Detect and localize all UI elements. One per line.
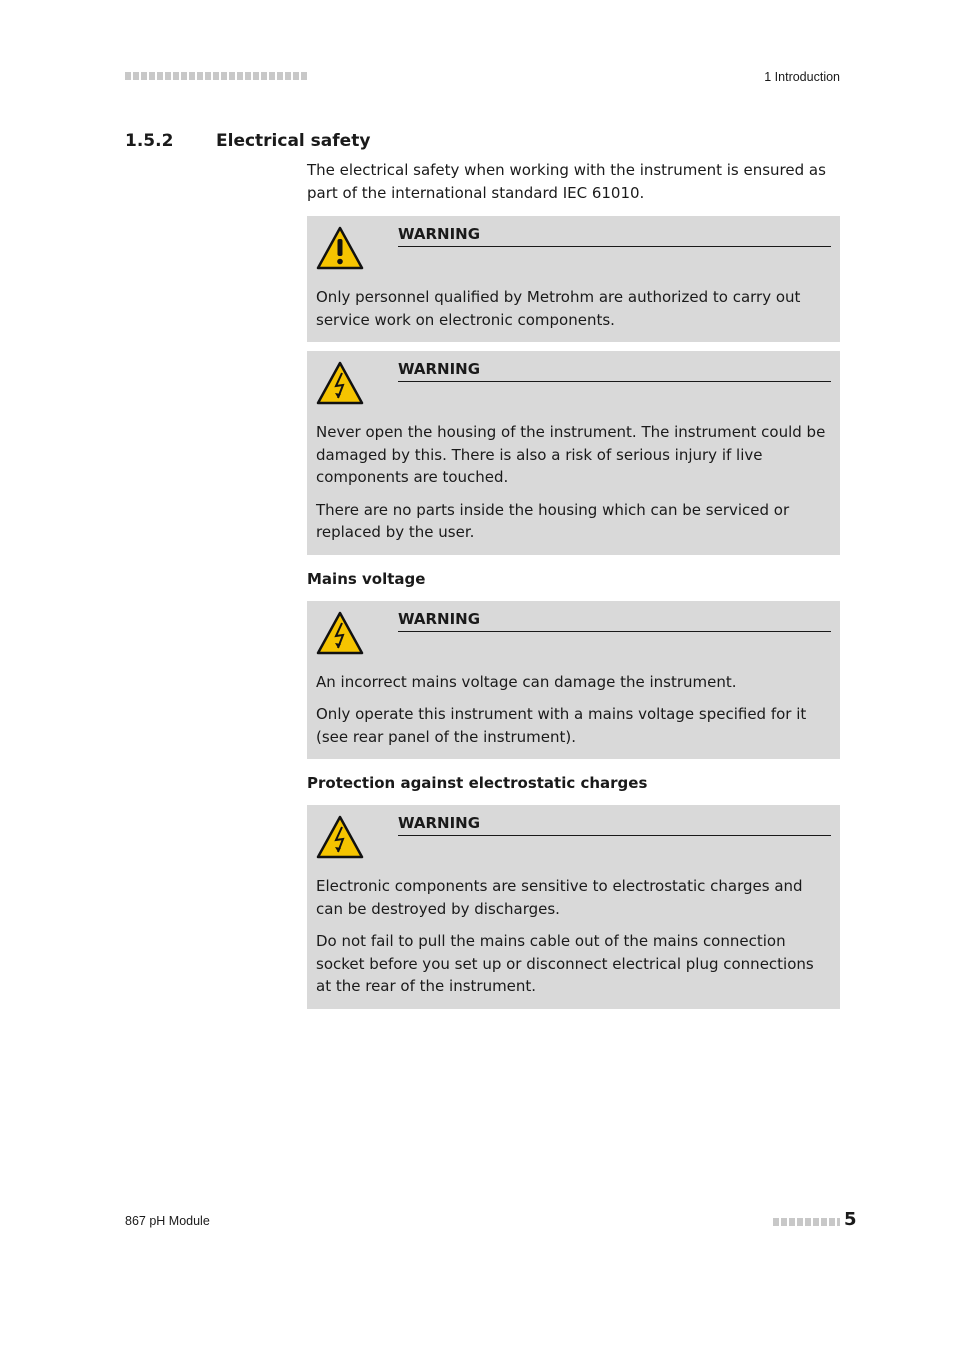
footer-product: 867 pH Module <box>125 1214 210 1228</box>
warning-text: Never open the housing of the instrument. The instrument could be damaged by this. There is also a risk of serious injury if live components are touched. <box>316 423 826 486</box>
warning-text: An incorrect mains voltage can damage the instrument. <box>316 672 737 691</box>
warning-box <box>307 216 840 342</box>
section-title: Electrical safety <box>216 131 371 151</box>
warning-text: There are no parts inside the housing which can be serviced or replaced by the user. <box>316 500 790 541</box>
intro-text: The electrical safety when working with the instrument is ensured as part of the international standard IEC 61010. <box>307 161 826 202</box>
header-decoration <box>125 72 307 80</box>
warning-title: WARNING <box>398 224 831 247</box>
subheading-electrostatic: Protection against electrostatic charges <box>307 774 648 792</box>
warning-text: Only personnel qualified by Metrohm are authorized to carry out service work on electronic components. <box>316 288 801 329</box>
warning-title: WARNING <box>398 813 831 836</box>
page-number: 5 <box>844 1209 857 1230</box>
chapter-title: 1 Introduction <box>764 70 840 84</box>
warning-text: Only operate this instrument with a mains voltage specified for it (see rear panel of the instrument). <box>316 705 807 746</box>
electric-hazard-icon <box>316 361 364 405</box>
footer-decoration <box>773 1218 840 1226</box>
warning-title: WARNING <box>398 609 831 632</box>
warning-title: WARNING <box>398 359 831 382</box>
warning-text: Electronic components are sensitive to electrostatic charges and can be destroyed by discharges. <box>316 877 803 918</box>
section-number: 1.5.2 <box>125 131 174 151</box>
warning-text: Do not fail to pull the mains cable out of the mains connection socket before you set up or disconnect electrical plug connections at the rear of the instrument. <box>316 932 814 995</box>
electric-hazard-icon <box>316 611 364 655</box>
warning-box <box>307 351 840 555</box>
warning-box <box>307 601 840 760</box>
warning-box <box>307 805 840 1009</box>
subheading-mains-voltage: Mains voltage <box>307 569 426 588</box>
electric-hazard-icon <box>316 815 364 859</box>
exclamation-warning-icon <box>316 226 364 270</box>
content <box>307 159 840 1018</box>
